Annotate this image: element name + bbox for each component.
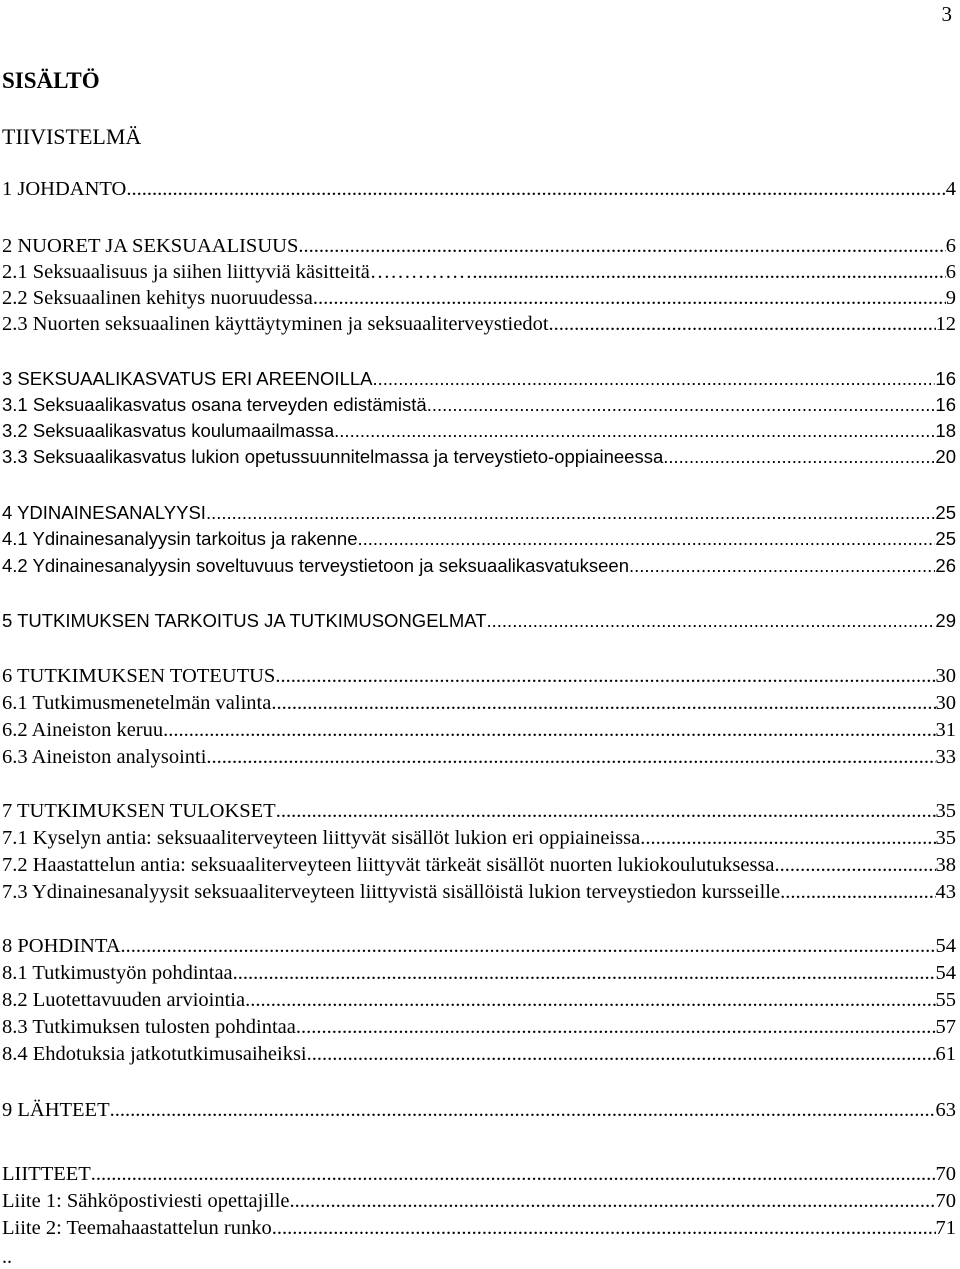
toc-entry-page: 43 xyxy=(935,881,956,903)
toc-entry-page: 57 xyxy=(935,1016,956,1038)
toc-entry[interactable] xyxy=(2,881,956,907)
toc-entry[interactable] xyxy=(2,935,956,961)
toc-entry-text: 1 JOHDANTO xyxy=(2,178,127,200)
toc-entry[interactable] xyxy=(2,827,956,853)
toc-leader xyxy=(373,368,936,390)
toc-entry[interactable] xyxy=(2,854,956,880)
toc-entry[interactable] xyxy=(2,1163,956,1189)
toc-entry-page: 30 xyxy=(935,692,956,714)
toc-entry-page: 71 xyxy=(935,1217,956,1239)
toc-entry[interactable] xyxy=(2,1217,956,1243)
toc-entry-page: 12 xyxy=(935,313,956,335)
toc-entry-page: 35 xyxy=(935,827,956,849)
toc-entry-page: 30 xyxy=(935,665,956,687)
toc-entry[interactable] xyxy=(2,1099,956,1125)
toc-leader xyxy=(276,800,936,823)
toc-entry-page: 29 xyxy=(935,610,956,631)
toc-entry-page: 63 xyxy=(935,1099,956,1121)
toc-entry-page: 54 xyxy=(935,962,956,984)
toc-entry[interactable] xyxy=(2,261,956,287)
toc-entry-text: 4.1 Ydinainesanalyysin tarkoitus ja rakenne xyxy=(2,528,358,549)
toc-entry-page: 16 xyxy=(935,394,956,415)
toc-entry-text: Liite 2: Teemahaastattelun runko xyxy=(2,1217,272,1239)
toc-entry-text: 3.3 Seksuaalikasvatus lukion opetussuunnitelmassa ja terveystieto-oppiaineessa xyxy=(2,446,664,467)
toc-entry-text: 3.2 Seksuaalikasvatus koulumaailmassa xyxy=(2,420,335,441)
toc-leader xyxy=(110,1099,936,1122)
toc-entry-text: 6.1 Tutkimusmenetelmän valinta xyxy=(2,692,272,714)
toc-entry-text: Liite 1: Sähköpostiviesti opettajille xyxy=(2,1190,290,1212)
toc-entry-text: 8 POHDINTA xyxy=(2,935,121,957)
toc-leader xyxy=(663,446,935,468)
toc-entry-page: 38 xyxy=(935,854,956,876)
toc-entry-text: 6.3 Aineiston analysointi xyxy=(2,746,207,768)
toc-entry-page: 54 xyxy=(935,935,956,957)
toc-entry[interactable] xyxy=(2,962,956,988)
toc-entry-text: 2 NUORET JA SEKSUAALISUUS xyxy=(2,235,299,257)
toc-entry[interactable] xyxy=(2,446,956,472)
toc-leader xyxy=(233,962,936,985)
toc-entry-text: 3.1 Seksuaalikasvatus osana terveyden edistämistä xyxy=(2,394,427,415)
toc-entry-text: 4 YDINAINESANALYYSI xyxy=(2,502,206,523)
toc-entry-page: 9 xyxy=(945,287,956,309)
toc-entry-page: 55 xyxy=(935,989,956,1011)
toc-entry-page: 6 xyxy=(945,235,956,257)
toc-leader xyxy=(780,881,935,904)
toc-entry-text: 7.2 Haastattelun antia: seksuaaliterveyteen liittyvät tärkeät sisällöt nuorten lukiokoulutuksessa xyxy=(2,854,775,876)
toc-entry-page: 33 xyxy=(935,746,956,768)
toc-leader xyxy=(296,1016,936,1039)
toc-leader xyxy=(272,1217,936,1240)
toc-entry[interactable] xyxy=(2,1043,956,1069)
toc-entry[interactable] xyxy=(2,719,956,745)
toc-entry-page: 26 xyxy=(935,555,956,576)
trailing-dots: .. xyxy=(2,1246,12,1268)
toc-leader xyxy=(121,935,936,958)
toc-entry[interactable] xyxy=(2,287,956,313)
toc-entry-text: 5 TUTKIMUKSEN TARKOITUS JA TUTKIMUSONGELMAT xyxy=(2,610,487,631)
toc-entry[interactable] xyxy=(2,368,956,394)
toc-entry-page: 35 xyxy=(935,800,956,822)
toc-entry-text: 2.1 Seksuaalisuus ja siihen liittyviä käsitteitä…………… xyxy=(2,261,473,283)
toc-entry-text: 8.2 Luotettavuuden arviointia xyxy=(2,989,246,1011)
toc-entry-page: 25 xyxy=(935,502,956,523)
toc-entry[interactable] xyxy=(2,1190,956,1216)
toc-entry-text: 8.3 Tutkimuksen tulosten pohdintaa xyxy=(2,1016,296,1038)
toc-entry-text: 9 LÄHTEET xyxy=(2,1099,110,1121)
page-number: 3 xyxy=(941,2,952,26)
toc-entry[interactable] xyxy=(2,555,956,581)
toc-entry-page: 16 xyxy=(935,368,956,389)
toc-leader xyxy=(307,1043,936,1066)
toc-entry[interactable] xyxy=(2,502,956,528)
toc-entry-page: 70 xyxy=(935,1190,956,1212)
toc-leader xyxy=(163,719,935,742)
toc-entry[interactable] xyxy=(2,800,956,826)
toc-entry[interactable] xyxy=(2,313,956,339)
toc-entry-page: 4 xyxy=(945,178,956,200)
toc-entry-text: 2.2 Seksuaalinen kehitys nuoruudessa xyxy=(2,287,313,309)
toc-entry-text: 3 SEKSUAALIKASVATUS ERI AREENOILLA xyxy=(2,368,373,389)
toc-entry-text: 4.2 Ydinainesanalyysin soveltuvuus terveystietoon ja seksuaalikasvatukseen xyxy=(2,555,629,576)
toc-leader xyxy=(126,178,945,201)
toc-leader xyxy=(775,854,936,877)
toc-leader xyxy=(629,555,935,577)
toc-entry-page: 6 xyxy=(945,261,956,283)
toc-leader xyxy=(472,261,945,284)
toc-entry[interactable] xyxy=(2,610,956,636)
toc-entry-text: 2.3 Nuorten seksuaalinen käyttäytyminen ja seksuaaliterveystiedot xyxy=(2,313,549,335)
toc-entry[interactable] xyxy=(2,1016,956,1042)
toc-entry[interactable] xyxy=(2,394,956,420)
toc-entry-page: 25 xyxy=(935,528,956,549)
toc-entry-text: 6 TUTKIMUKSEN TOTEUTUS xyxy=(2,665,276,687)
toc-entry-page: 20 xyxy=(935,446,956,467)
toc-entry[interactable] xyxy=(2,178,956,204)
toc-leader xyxy=(334,420,935,442)
toc-leader xyxy=(271,692,935,715)
toc-leader xyxy=(206,502,935,524)
toc-entry[interactable] xyxy=(2,528,956,554)
toc-entry-page: 31 xyxy=(935,719,956,741)
toc-abstract-label: TIIVISTELMÄ xyxy=(2,124,142,149)
toc-leader xyxy=(640,827,935,850)
toc-leader xyxy=(206,746,935,769)
toc-entry[interactable] xyxy=(2,989,956,1015)
toc-entry-page: 70 xyxy=(935,1163,956,1185)
toc-leader xyxy=(358,528,936,550)
toc-leader xyxy=(275,665,935,688)
toc-leader xyxy=(91,1163,936,1186)
toc-entry-page: 61 xyxy=(935,1043,956,1065)
toc-entry-text: 7.1 Kyselyn antia: seksuaaliterveyteen liittyvät sisällöt lukion eri oppiaineissa xyxy=(2,827,641,849)
toc-leader xyxy=(245,989,935,1012)
toc-entry-page: 18 xyxy=(935,420,956,441)
toc-entry-text: 8.4 Ehdotuksia jatkotutkimusaiheiksi xyxy=(2,1043,307,1065)
toc-entry[interactable] xyxy=(2,665,956,691)
toc-entry-text: 7.3 Ydinainesanalyysit seksuaaliterveyteen liittyvistä sisällöistä lukion terveystiedon kursseille xyxy=(2,881,781,903)
toc-entry-text: 8.1 Tutkimustyön pohdintaa xyxy=(2,962,233,984)
toc-leader xyxy=(313,287,946,310)
toc-entry-text: 6.2 Aineiston keruu xyxy=(2,719,164,741)
toc-leader xyxy=(549,313,936,336)
toc-leader xyxy=(487,610,936,632)
toc-entry[interactable] xyxy=(2,420,956,446)
toc-entry[interactable] xyxy=(2,692,956,718)
toc-entry[interactable] xyxy=(2,235,956,261)
toc-leader xyxy=(290,1190,936,1213)
toc-entry[interactable] xyxy=(2,746,956,772)
toc-leader xyxy=(427,394,936,416)
toc-leader xyxy=(298,235,945,258)
toc-title: SISÄLTÖ xyxy=(2,68,100,93)
toc-entry-text: 7 TUTKIMUKSEN TULOKSET xyxy=(2,800,276,822)
toc-entry-text: LIITTEET xyxy=(2,1163,91,1185)
